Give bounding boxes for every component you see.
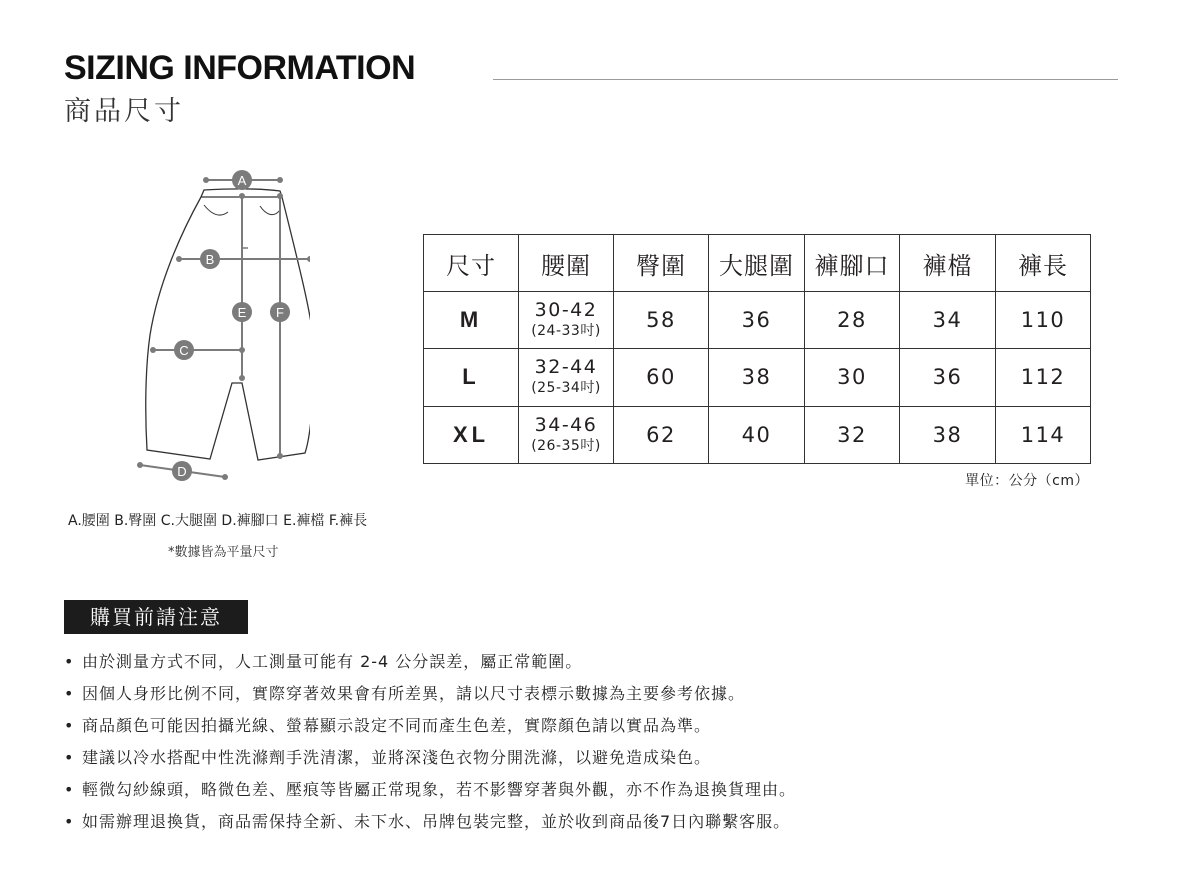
waist-inch: (24-33吋) bbox=[531, 323, 601, 340]
list-item bbox=[64, 683, 796, 715]
measure-line-f bbox=[270, 193, 290, 459]
waist-cell bbox=[519, 292, 614, 349]
notice-text: 商品顏色可能因拍攝光線、螢幕顯示設定不同而產生色差，實際顏色請以實品為準。 bbox=[82, 716, 712, 735]
notice-text: 如需辦理退換貨，商品需保持全新、未下水、吊牌包裝完整，並於收到商品後7日內聯繫客服。 bbox=[82, 812, 791, 831]
list-item bbox=[64, 715, 796, 747]
header-length: 褲長 bbox=[996, 235, 1091, 292]
length-cell: 110 bbox=[996, 292, 1091, 349]
list-item bbox=[64, 747, 796, 779]
measurement-note: *數據皆為平量尺寸 bbox=[168, 545, 279, 560]
notice-text: 建議以冷水搭配中性洗滌劑手洗清潔，並將深淺色衣物分開洗滌，以避免造成染色。 bbox=[82, 748, 712, 767]
waist-inch: (26-35吋) bbox=[531, 437, 601, 454]
header-rise: 褲檔 bbox=[900, 235, 996, 292]
waist-inch: (25-34吋) bbox=[531, 380, 601, 397]
hip-cell: 58 bbox=[614, 292, 709, 349]
marker-b: B bbox=[205, 252, 215, 267]
page-title: SIZING INFORMATION bbox=[64, 49, 416, 87]
rise-cell: 34 bbox=[900, 292, 996, 349]
notice-text: 由於測量方式不同，人工測量可能有 2-4 公分誤差，屬正常範圍。 bbox=[82, 652, 583, 671]
list-item bbox=[64, 811, 796, 843]
thigh-cell: 36 bbox=[709, 292, 805, 349]
length-cell: 114 bbox=[996, 406, 1091, 463]
notice-text: 因個人身形比例不同，實際穿著效果會有所差異，請以尺寸表標示數據為主要參考依據。 bbox=[82, 684, 746, 703]
pants-measurement-diagram bbox=[120, 160, 310, 490]
header-hem: 褲腳口 bbox=[805, 235, 900, 292]
size-cell: L bbox=[424, 349, 519, 406]
bullet-icon: • bbox=[64, 812, 75, 831]
table-row bbox=[424, 349, 1091, 406]
waist-cell bbox=[519, 349, 614, 406]
hip-cell: 62 bbox=[614, 406, 709, 463]
rise-cell: 38 bbox=[900, 406, 996, 463]
page-subtitle: 商品尺寸 bbox=[64, 96, 184, 127]
pants-outline bbox=[146, 197, 310, 460]
notice-title: 購買前請注意 bbox=[64, 600, 248, 634]
marker-a: A bbox=[237, 173, 247, 188]
measure-line-e bbox=[232, 193, 252, 381]
hem-cell: 30 bbox=[805, 349, 900, 406]
size-table bbox=[423, 234, 1091, 464]
marker-c: C bbox=[179, 343, 189, 358]
measure-line-c bbox=[150, 340, 245, 360]
pants-pocket-right bbox=[260, 206, 280, 215]
list-item bbox=[64, 779, 796, 811]
notice-text: 輕微勾紗線頭，略微色差、壓痕等皆屬正常現象，若不影響穿著與外觀，亦不作為退換貨理由。 bbox=[82, 780, 797, 799]
marker-e: E bbox=[237, 305, 247, 320]
measure-line-d bbox=[137, 461, 228, 481]
thigh-cell: 40 bbox=[709, 406, 805, 463]
bullet-icon: • bbox=[64, 780, 75, 799]
pants-pocket-left bbox=[204, 205, 228, 215]
waist-cm: 30-42 bbox=[534, 299, 598, 322]
measurement-legend: A.腰圍 B.臀圍 C.大腿圍 D.褲腳口 E.褲檔 F.褲長 bbox=[68, 513, 368, 529]
length-cell: 112 bbox=[996, 349, 1091, 406]
size-table-header-row bbox=[424, 235, 1091, 292]
measure-line-a bbox=[203, 170, 283, 190]
waist-cell bbox=[519, 406, 614, 463]
marker-f: F bbox=[276, 305, 284, 320]
title-divider bbox=[493, 79, 1118, 80]
bullet-icon: • bbox=[64, 684, 75, 703]
hem-cell: 28 bbox=[805, 292, 900, 349]
table-row bbox=[424, 292, 1091, 349]
header-size: 尺寸 bbox=[424, 235, 519, 292]
header-waist: 腰圍 bbox=[519, 235, 614, 292]
waist-cm: 32-44 bbox=[534, 356, 598, 379]
table-row bbox=[424, 406, 1091, 463]
hip-cell: 60 bbox=[614, 349, 709, 406]
size-cell: M bbox=[424, 292, 519, 349]
header-thigh: 大腿圍 bbox=[709, 235, 805, 292]
notice-list bbox=[64, 651, 796, 843]
size-cell: XL bbox=[424, 406, 519, 463]
list-item bbox=[64, 651, 796, 683]
bullet-icon: • bbox=[64, 748, 75, 767]
header-hip: 臀圍 bbox=[614, 235, 709, 292]
unit-label: 單位：公分（cm） bbox=[965, 473, 1089, 489]
bullet-icon: • bbox=[64, 652, 75, 671]
rise-cell: 36 bbox=[900, 349, 996, 406]
hem-cell: 32 bbox=[805, 406, 900, 463]
marker-d: D bbox=[177, 464, 187, 479]
waist-cm: 34-46 bbox=[534, 413, 598, 436]
thigh-cell: 38 bbox=[709, 349, 805, 406]
bullet-icon: • bbox=[64, 716, 75, 735]
